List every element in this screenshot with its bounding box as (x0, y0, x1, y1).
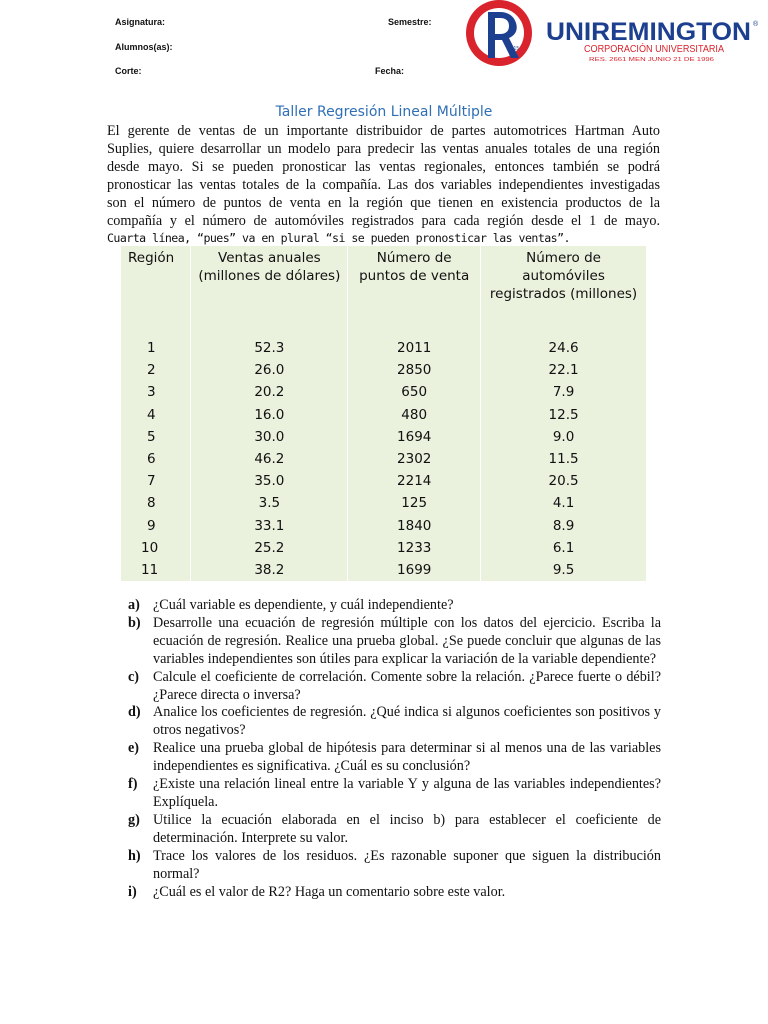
cell-puntos: 2011 (348, 337, 481, 359)
alumnos-label: Alumnos(as): (115, 42, 173, 52)
cell-region: 4 (121, 404, 191, 426)
table-row (121, 426, 647, 448)
cell-automoviles: 11.5 (481, 448, 647, 470)
column-header-region: Región (121, 246, 191, 337)
cell-ventas: 52.3 (191, 337, 348, 359)
question-label: c) (128, 668, 140, 685)
intro-line-note: Cuarta línea, “pues” va en plural “si se pueden pronosticar las ventas”. (107, 231, 570, 246)
table-row (121, 515, 647, 537)
uniremington-logo (464, 0, 764, 70)
cell-region: 5 (121, 426, 191, 448)
question-text: Analice los coeficientes de regresión. ¿Qué indica si algunos coeficientes son positivos y otros negativos? (153, 704, 661, 739)
table-row (121, 381, 647, 403)
table-row (121, 337, 647, 359)
cell-automoviles: 4.1 (481, 492, 647, 514)
data-table (121, 246, 647, 581)
cell-automoviles: 22.1 (481, 359, 647, 381)
column-header-automoviles: Número de automóviles registrados (millones) (481, 246, 647, 337)
semestre-label: Semestre: (388, 17, 432, 27)
intro-line: El gerente de ventas de un importante distribuidor de partes automotrices Hartman Auto (107, 123, 660, 139)
cell-puntos: 1694 (348, 426, 481, 448)
table-row (121, 492, 647, 514)
asignatura-label: Asignatura: (115, 17, 166, 27)
questions-list (128, 597, 661, 901)
cell-automoviles: 24.6 (481, 337, 647, 359)
cell-ventas: 25.2 (191, 537, 348, 559)
question-label: h) (128, 847, 141, 864)
question-text: Trace los valores de los residuos. ¿Es razonable suponer que siguen la distribución normal? (153, 847, 661, 882)
question-text: Utilice la ecuación elaborada en el inciso b) para establecer el coeficiente de determinación. Interprete su valor. (153, 811, 661, 846)
table-row (121, 448, 647, 470)
cell-automoviles: 6.1 (481, 537, 647, 559)
question-item (128, 615, 661, 669)
intro-line: compañía y el número de automóviles registrados para cada región desde el 1 de mayo. (107, 212, 660, 229)
logo-year: 1915 (508, 46, 520, 52)
logo-subtitle: CORPORACIÓN UNIVERSITARIA (584, 44, 739, 55)
question-item (128, 776, 661, 812)
question-label: d) (128, 704, 141, 721)
cell-ventas: 20.2 (191, 381, 348, 403)
question-item (128, 740, 661, 776)
cell-ventas: 46.2 (191, 448, 348, 470)
intro-paragraph (107, 123, 660, 248)
logo-resolution: RES. 2661 MEN JUNIO 21 DE 1996 (589, 57, 714, 63)
cell-ventas: 38.2 (191, 559, 348, 581)
question-item (128, 884, 661, 902)
cell-ventas: 3.5 (191, 492, 348, 514)
cell-puntos: 650 (348, 381, 481, 403)
corte-label: Corte: (115, 66, 142, 76)
intro-line: son el número de puntos de venta en la región que tienen en existencia productos de la (107, 194, 660, 211)
fecha-label: Fecha: (375, 66, 405, 76)
question-label: g) (128, 811, 140, 828)
table-row (121, 559, 647, 581)
question-text: Desarrolle una ecuación de regresión múltiple con los datos del ejercicio. Escriba la ecuación de regresión. Realice una prueba global. ¿Se puede concluir que algunas de las variables independientes son útiles para explicar la variación de la variable dependiente? (153, 614, 661, 667)
question-label: i) (128, 883, 137, 900)
question-item (128, 669, 661, 705)
column-header-ventas: Ventas anuales (millones de dólares) (191, 246, 348, 337)
question-item (128, 704, 661, 740)
question-text: ¿Cuál es el valor de R2? Haga un comentario sobre este valor. (153, 883, 506, 900)
cell-automoviles: 9.5 (481, 559, 647, 581)
cell-puntos: 1233 (348, 537, 481, 559)
cell-automoviles: 12.5 (481, 404, 647, 426)
table-row (121, 404, 647, 426)
table-header-row (121, 246, 647, 337)
cell-automoviles: 9.0 (481, 426, 647, 448)
table-row (121, 470, 647, 492)
cell-region: 3 (121, 381, 191, 403)
column-header-puntos: Número de puntos de venta (348, 246, 481, 337)
question-text: Realice una prueba global de hipótesis para determinar si al menos una de las variables independientes es significativa. ¿Cuál es su conclusión? (153, 740, 661, 775)
cell-puntos: 125 (348, 492, 481, 514)
cell-ventas: 16.0 (191, 404, 348, 426)
question-label: e) (128, 740, 140, 757)
cell-region: 8 (121, 492, 191, 514)
cell-automoviles: 20.5 (481, 470, 647, 492)
question-text: Calcule el coeficiente de correlación. Comente sobre la relación. ¿Parece fuerte o débil? ¿Parece directa o inversa? (153, 668, 661, 703)
logo-brand: UNIREMINGTON (546, 18, 751, 46)
cell-puntos: 1840 (348, 515, 481, 537)
question-item (128, 848, 661, 884)
cell-ventas: 30.0 (191, 426, 348, 448)
question-label: b) (128, 614, 141, 631)
cell-region: 10 (121, 537, 191, 559)
intro-line: pronosticar las ventas totales de la compañía. Las dos variables independientes investigadas (107, 176, 660, 193)
cell-puntos: 2214 (348, 470, 481, 492)
cell-ventas: 26.0 (191, 359, 348, 381)
cell-region: 7 (121, 470, 191, 492)
question-label: f) (128, 776, 138, 793)
cell-region: 6 (121, 448, 191, 470)
cell-automoviles: 7.9 (481, 381, 647, 403)
question-item (128, 812, 661, 848)
cell-region: 1 (121, 337, 191, 359)
document-title: Taller Regresión Lineal Múltiple (275, 104, 493, 120)
logo-trademark: ® (753, 21, 759, 28)
intro-line: Suplies, quiere desarrollar un modelo para predecir las ventas anuales totales de una región (107, 140, 660, 157)
cell-ventas: 35.0 (191, 470, 348, 492)
cell-automoviles: 8.9 (481, 515, 647, 537)
cell-region: 9 (121, 515, 191, 537)
cell-puntos: 480 (348, 404, 481, 426)
question-text: ¿Existe una relación lineal entre la variable Y y alguna de las variables independientes? Explíquela. (153, 776, 661, 810)
cell-region: 11 (121, 559, 191, 581)
cell-ventas: 33.1 (191, 515, 348, 537)
question-text: ¿Cuál variable es dependiente, y cuál independiente? (153, 597, 454, 613)
cell-puntos: 2302 (348, 448, 481, 470)
intro-line: desde mayo. Si se pueden pronosticar las ventas regionales, entonces también se podrá (107, 158, 660, 175)
cell-region: 2 (121, 359, 191, 381)
table-row (121, 537, 647, 559)
cell-puntos: 1699 (348, 559, 481, 581)
cell-puntos: 2850 (348, 359, 481, 381)
table-row (121, 359, 647, 381)
question-item (128, 597, 661, 615)
question-label: a) (128, 597, 140, 613)
